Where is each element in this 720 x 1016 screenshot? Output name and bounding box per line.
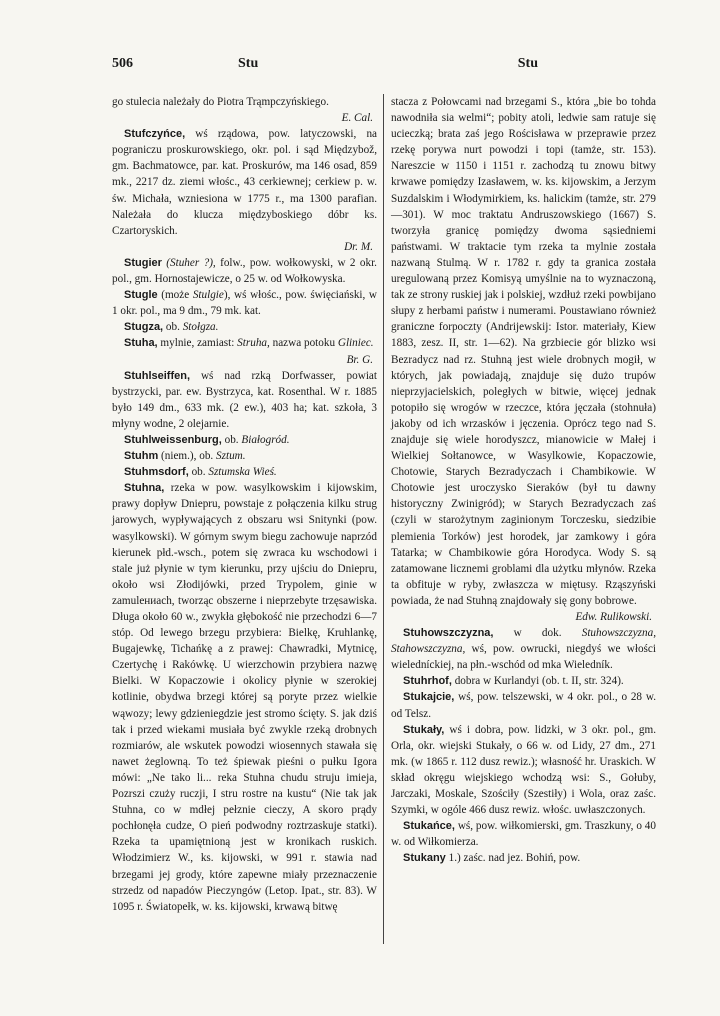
column-divider <box>383 94 384 944</box>
entry-stuha: Stuha, mylnie, zamiast: Struha, nazwa potoku Gliniec. Br. G. <box>112 335 377 367</box>
entry-stuhrhof: Stuhrhof, dobra w Kurlandyi (ob. t. II, str. 324). <box>403 675 624 688</box>
author-signature: Dr. M. <box>344 240 373 253</box>
entry-stuhmsdorf: Stuhmsdorf, ob. Sztumska Wieś. <box>124 466 277 479</box>
page-number: 506 <box>112 56 133 71</box>
page-header <box>112 56 654 78</box>
headword: Stufczyńce, <box>124 128 186 141</box>
headword: Stugza, <box>124 321 164 334</box>
headword: Stuhna, <box>124 482 165 495</box>
entry-stuhlseiffen: Stuhlseiffen, wś nad rzką Dorfwasser, powiat bystrzycki, par. ew. Bystrzyca, kat. Rosenthal. W r. 1885 było 149 dm., 633 mk. (2 ew.), 403 ha; kat. szkoła, 3 młyny wodne, 2 olejarnie. <box>112 369 377 430</box>
entry-stuhna-continuation: stacza z Połowcami nad brzegami S., która „bie bo tohda nawodniła sia welmi“; pobity atoli, ledwie sam ratuje się ucieczką; brata zaś jego Rościsława w przeprawie przez rzekę porywa nurt powodzi i topi (tamże, str. 153). Nareszcie w 1150 i 1151 r. zachodzą tu znowu bitwy krwawe pomiędzy Izasławem, w. ks. kijowskim, a Jerzym Suzdalskim i Włodymirkiem, ks. halickim (tamże, str. 279—301). W moc traktatu Andruszowskiego (1667) S. tworzyła granicę pomiędzy dwoma sąsiedniemi państwami. W traktacie tym rzeka ta mylnie została nazwaną Stulmą. W r. 1782 r. gdy ta granica została uregulowaną przez Komisyą umyślnie na to wyznaczoną, tak ze strony ruskiej jak i polskiej, wzdłuż rzeki powbijano słupy z herbami państw i numerami. Poustawiano również graniczne forpoczty (Andrijewskij: Istor. materiały, Kiew 1883, zesz. II, str. 1—62). Na grzbiecie gór blizko wsi Bezradycz nad rz. Stuhną jest wiele drobnych mogił, w których, jak powiadają, znajduje się dużo trupów nieprzyjacielskich, poległych w bitwie, więcej jednak potopiło się wrogów w rzeczce, która jęczała (stohnuła) jakoby od ich wrzasków i jęczenia. Oprócz tego nad S. znajduje się wiele horodyszcz, mianowicie w Małej i Wielkiej Sołtanowce, w Wasylkowie, Kopaczowie, Chotowie, Starych Bezradyczach i Chambikowie. W Chotowie jest uroczysko Sieraków (był tu dawny historyczny Zwinigród); w Starych Bezradyczach zaś (czyli w starożytnym zaginionym Torczesku, siedzibie plemienia Torków) jest horodek, jar zamkowy i góra Tatarka; w Chambikowie góra Horodyca. Wody S. są zatamowane licznemi groblami dla użytku młynów. Rzeka ta obfituje w ryby, zwłaszcza w miętusy. Rząszyński powiada, że nad Stuhną znajdowały się gony bobrowe. Edw. Rulikowski. <box>391 94 656 625</box>
headword: Stuhlweissenburg, <box>124 433 222 446</box>
entry-stugier: Stugier (Stuher ?), folw., pow. wołkowyski, w 2 okr. pol., gm. Hornostajewicze, o 25 w. od Wołkowyska. <box>112 256 377 286</box>
entry-stugle: Stugle (może Stulgie), wś włośc., pow. święciański, w 1 okr. pol., ma 9 dm., 79 mk. kat. <box>112 289 378 318</box>
entry-stukaly: Stukały, wś i dobra, pow. lidzki, w 3 okr. pol., gm. Orla, okr. wiejski Stukały, o 66 w. od Lidy, 27 dm., 271 mk. (w 1865 r. 112 dusz rewiz.); własność hr. Uraskich. W skład okręgu wiejskiego wchodzą wsi: S., Gołuby, Jarczaki, Moskale, Szościły (Szestiły) i Wola, oraz zaśc. Szymki, w ogóle 466 dusz rewiz. włośc. uwłaszczonych. <box>391 723 656 817</box>
headword: Stuhm <box>124 450 159 463</box>
headword: Stugle <box>124 289 158 302</box>
entry-stuhna: Stuhna, rzeka w pow. wasylkowskim i kijowskim, prawy dopływ Dniepru, powstaje z połączenia kilku strug jarowych, wypływających z obszaru wsi Snitynki (pow. wasylkowski). W górnym swym biegu zachowuje naprzód kierunek płd.-wsch., potem się zwraca ku wschodowi i stale już płynie w tym kierunku, przy ujściu do Dniepru, około wsi Złodijówki, przed Trypolem, ginie w zamulениach, tworząc obszerne i nieprzebyte trzęsawiska. Długa około 60 w., zwykła głębokość nie przechodzi 6—7 stóp. Od lewego brzegu przybiera: Bielkę, Kruhlankę, Bugajewkę, Tichańkę a z prawej: Chawradki, Mytnicę, Czertychę i Rakówkę. U wierzchowin przybiera nazwę Bielki. W Kopaczowie i okolicy płynie w szerokiej kotlinie, obydwa brzegi której są poryte przez wielkie wąwozy; lewy gdzieniegdzie jest stromo ścięty. S. jak dziś tak i przed wiekami musiała być zwykle rzeką drobnych rozmiarów, ale wskutek powodzi wiosennych stawała się nawet żeglowną. To też śpiewak pieśni o pułku Igora mówi: „Ne tako li... reka Stuhna chudu struju imieja, Pozrszi czuży ruczji, I stru rostre na kustu“ (Nie tak jak Stuhna, co w mdłej pełznie cieczy, A skoro prądy pochłonęła cudze, O pień podwodny roztrzaskuje statki). Rzeka ta upamiętnioną jest w kronikach ruskich. Włodzimierz W., ks. kijowski, w 991 r. stawia nad brzegami jej grody, które zapewne miały przeznaczenie strzedz od napadów Pieczyngów (Letop. Ipat., str. 83). W 1095 r. Światopełk, w. ks. kijowski, krwawą bitwę <box>112 482 377 913</box>
entry-stuhowszczyzna: Stuhowszczyzna, w dok. Stuhowszczyzna, Stahowszczyzna, wś, pow. owrucki, niegdyś we włości wieledníckiej, na płn.-wschód od mka Wieledník. <box>391 627 656 672</box>
entry-stukance: Stukańce, wś, pow. wiłkomierski, gm. Traszkuny, o 40 w. od Wiłkomierza. <box>391 820 656 849</box>
entry-stuhm: Stuhm (niem.), ob. Sztum. <box>124 450 246 463</box>
headword: Stukajcie, <box>403 691 455 704</box>
right-column <box>391 94 656 867</box>
entry-stukajcie: Stukajcie, wś, pow. telszewski, w 4 okr. pol., o 28 w. od Telsz. <box>391 691 656 720</box>
right-running-head: Stu <box>517 56 538 71</box>
left-column <box>112 94 377 915</box>
author-signature: Br. G. <box>346 353 373 366</box>
headword: Stuhrhof, <box>403 675 452 688</box>
entry-continuation: go stulecia należały do Piotra Trąmpczyńskiego. E. Cal. <box>112 94 377 126</box>
author-signature: E. Cal. <box>341 112 373 125</box>
headword: Stuhlseiffen, <box>124 369 191 382</box>
headword: Stukały, <box>403 723 445 736</box>
entry-stugza: Stugza, ob. Stołgza. <box>124 321 219 334</box>
headword: Stukańce, <box>403 820 455 833</box>
entry-stukany: Stukany 1.) zaśc. nad jez. Bohiń, pow. <box>403 852 581 865</box>
entry-stufczynce: Stufczyńce, wś rządowa, pow. latyczowski, na pograniczu proskurowskiego, okr. pol. i sąd Międzybož, gm. Bachmatowce, par. kat. Proskurów, ma 146 osad, 859 mk., 2217 dz. ziemi włośc., 43 cerkiewnej; cerkiew p. w. św. Michała, wzniesiona w 1775 r., ma 1300 parafian. Należała do klucza międzyboskiego dóbr ks. Czartoryskich. Dr. M. <box>112 126 377 255</box>
left-running-head: Stu <box>238 56 259 71</box>
headword: Stugier <box>124 256 162 269</box>
headword: Stuhmsdorf, <box>124 466 189 479</box>
headword: Stukany <box>403 852 446 865</box>
entry-stuhlweissenburg: Stuhlweissenburg, ob. Białogród. <box>124 433 290 446</box>
headword: Stuha, <box>124 337 158 350</box>
author-signature: Edw. Rulikowski. <box>575 611 652 623</box>
headword: Stuhowszczyzna, <box>403 627 494 640</box>
